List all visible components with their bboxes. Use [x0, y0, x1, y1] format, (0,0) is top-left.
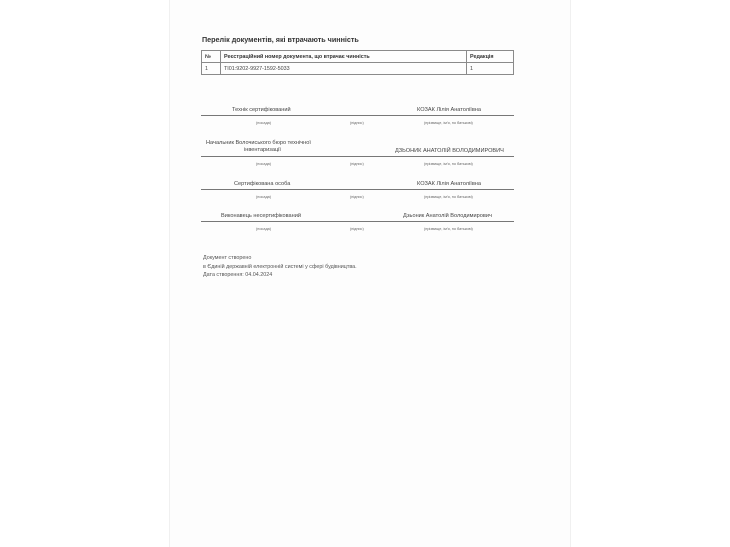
signature-2-position-line1: Начальник Волочиського бюро технічної	[206, 140, 311, 146]
signature-2-caption-position: (посада)	[256, 162, 272, 166]
signature-3-position: Сертифікована особа	[234, 181, 291, 187]
signature-2-line	[201, 156, 514, 157]
signature-2-caption-name: (прізвище, ім'я, по батькові)	[424, 162, 473, 166]
signature-4-line	[201, 221, 514, 222]
footer-line-3: Дата створення: 04.04.2024	[203, 272, 273, 279]
signature-3-line	[201, 189, 514, 190]
signature-1-caption-position: (посада)	[256, 121, 272, 125]
document-footer	[203, 254, 357, 280]
signature-2-caption-signature: (підпис)	[350, 162, 364, 166]
footer-line-2: в Єдиній державній електронній системі у сфері будівництва.	[203, 263, 357, 270]
signature-3-caption-signature: (підпис)	[350, 195, 364, 199]
signature-3-caption-position: (посада)	[256, 195, 272, 199]
signature-4-name: Дзьоник Анатолій Володимирович	[403, 213, 492, 219]
signature-1-line	[201, 115, 514, 116]
signature-4-caption-name: (прізвище, ім'я, по батькові)	[424, 227, 473, 231]
document-title: Перелік документів, які втрачають чинність	[202, 35, 359, 44]
signature-4-position: Виконавець несертифікований	[221, 213, 301, 219]
footer-line-1: Документ створено	[203, 255, 252, 261]
signature-1-caption-name: (прізвище, ім'я, по батькові)	[424, 121, 473, 125]
signature-1-position: Технік сертифікований	[232, 107, 291, 113]
signature-3-caption-name: (прізвище, ім'я, по батькові)	[424, 195, 473, 199]
signature-2-name: ДЗЬОНИК АНАТОЛІЙ ВОЛОДИМИРОВИЧ	[395, 148, 504, 154]
header-revision: Редакція	[467, 51, 514, 63]
header-reg-number: Реєстраційний номер документа, що втрачає чинність	[221, 51, 467, 63]
documents-table	[201, 50, 514, 75]
table-header-row	[202, 51, 514, 63]
cell-reg-number: ТІ01:9202-9927-1592-5033	[221, 63, 467, 75]
cell-number: 1	[202, 63, 221, 75]
cell-revision: 1	[467, 63, 514, 75]
signature-1-caption-signature: (підпис)	[350, 121, 364, 125]
signature-4-caption-position: (посада)	[256, 227, 272, 231]
header-number: №	[202, 51, 221, 63]
signature-2-position-line2: інвентаризації	[244, 147, 281, 153]
signature-3-name: КОЗАК Лілія Анатоліївна	[417, 181, 481, 187]
signature-4-caption-signature: (підпис)	[350, 227, 364, 231]
signature-1-name: КОЗАК Лілія Анатоліївна	[417, 107, 481, 113]
table-row	[202, 63, 514, 75]
